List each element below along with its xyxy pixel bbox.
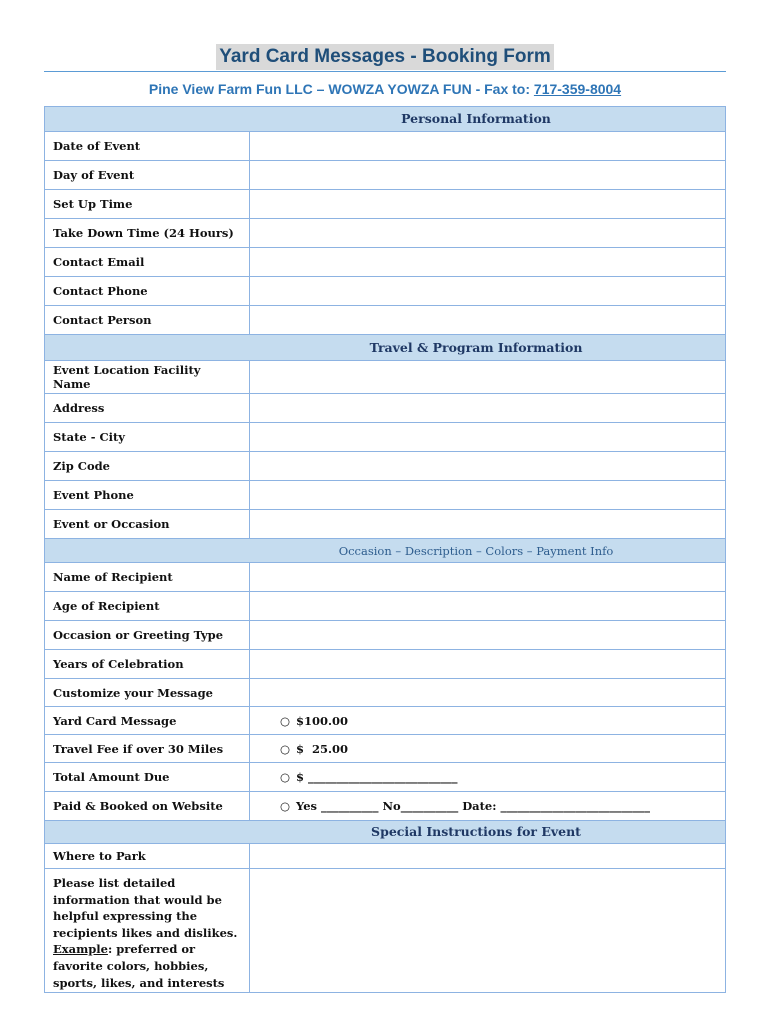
form-subtitle	[0, 80, 770, 98]
form-row	[45, 844, 726, 869]
form-row	[45, 248, 726, 277]
details-text-part2: : preferred or favorite colors, hobbies, sports, likes, and interests	[53, 942, 225, 990]
section-travel-row	[45, 335, 726, 361]
field-label-years: Years of Celebration	[45, 650, 250, 679]
form-row	[45, 763, 726, 792]
travel-fee-price: $ 25.00	[296, 741, 349, 756]
field-label-location: Event Location Facility Name	[45, 361, 250, 394]
title-rule	[44, 71, 726, 72]
form-row	[45, 592, 726, 621]
field-label-occasion: Event or Occasion	[45, 510, 250, 539]
booking-form-table	[44, 106, 726, 993]
recipient-age-input[interactable]	[250, 592, 726, 621]
field-label-total: Total Amount Due	[45, 763, 250, 792]
field-label-yard-card: Yard Card Message	[45, 707, 250, 735]
where-to-park-input[interactable]	[250, 844, 726, 869]
state-city-input[interactable]	[250, 423, 726, 452]
fax-number-link[interactable]: 717-359-8004	[533, 81, 622, 97]
field-label-person: Contact Person	[45, 306, 250, 335]
yard-card-price-cell[interactable]	[250, 707, 726, 735]
details-example: Example	[53, 942, 108, 957]
event-location-input[interactable]	[250, 361, 726, 394]
travel-fee-price-cell[interactable]	[250, 735, 726, 763]
field-label-zip: Zip Code	[45, 452, 250, 481]
event-occasion-input[interactable]	[250, 510, 726, 539]
radio-bullet-icon[interactable]: ○	[280, 741, 291, 756]
paid-booked-cell[interactable]	[250, 792, 726, 821]
form-row	[45, 306, 726, 335]
form-title: Yard Card Messages - Booking Form	[216, 44, 554, 70]
section-special-row	[45, 821, 726, 844]
form-row	[45, 452, 726, 481]
section-occasion-header: Occasion – Description – Colors – Payment Info	[45, 539, 726, 563]
radio-bullet-icon[interactable]: ○	[280, 799, 291, 813]
form-row	[45, 190, 726, 219]
field-label-event-phone: Event Phone	[45, 481, 250, 510]
contact-phone-input[interactable]	[250, 277, 726, 306]
total-amount-cell[interactable]	[250, 763, 726, 792]
field-label-takedown: Take Down Time (24 Hours)	[45, 219, 250, 248]
form-row	[45, 394, 726, 423]
field-label-setup: Set Up Time	[45, 190, 250, 219]
form-row	[45, 277, 726, 306]
set-up-time-input[interactable]	[250, 190, 726, 219]
details-text-part1: Please list detailed information that would be helpful expressing the recipients likes and dislikes.	[53, 876, 238, 940]
address-input[interactable]	[250, 394, 726, 423]
form-row	[45, 792, 726, 821]
paid-booked-line[interactable]: Yes __________ No__________ Date: __________________________	[296, 799, 650, 813]
field-label-customize: Customize your Message	[45, 679, 250, 707]
field-label-day: Day of Event	[45, 161, 250, 190]
form-row	[45, 869, 726, 993]
form-row	[45, 621, 726, 650]
greeting-type-input[interactable]	[250, 621, 726, 650]
form-row	[45, 650, 726, 679]
field-label-date: Date of Event	[45, 132, 250, 161]
title-wrap	[0, 44, 770, 70]
radio-bullet-icon[interactable]: ○	[280, 713, 291, 728]
field-label-address: Address	[45, 394, 250, 423]
field-label-email: Contact Email	[45, 248, 250, 277]
field-label-details	[45, 869, 250, 993]
contact-person-input[interactable]	[250, 306, 726, 335]
field-label-greeting: Occasion or Greeting Type	[45, 621, 250, 650]
field-label-paid: Paid & Booked on Website	[45, 792, 250, 821]
event-phone-input[interactable]	[250, 481, 726, 510]
radio-bullet-icon[interactable]: ○	[280, 770, 291, 784]
contact-email-input[interactable]	[250, 248, 726, 277]
form-row	[45, 510, 726, 539]
customize-message-input[interactable]	[250, 679, 726, 707]
form-row	[45, 219, 726, 248]
field-label-recipient: Name of Recipient	[45, 563, 250, 592]
section-personal-row	[45, 107, 726, 132]
form-row	[45, 132, 726, 161]
section-personal-header: Personal Information	[45, 107, 726, 132]
take-down-time-input[interactable]	[250, 219, 726, 248]
form-row	[45, 679, 726, 707]
form-row	[45, 481, 726, 510]
form-row	[45, 161, 726, 190]
section-occasion-row	[45, 539, 726, 563]
recipient-name-input[interactable]	[250, 563, 726, 592]
total-amount-blank[interactable]: $ __________________________	[296, 770, 458, 784]
field-label-state-city: State - City	[45, 423, 250, 452]
yard-card-price: $100.00	[296, 713, 349, 728]
zip-code-input[interactable]	[250, 452, 726, 481]
day-of-event-input[interactable]	[250, 161, 726, 190]
section-special-header: Special Instructions for Event	[45, 821, 726, 844]
years-celebration-input[interactable]	[250, 650, 726, 679]
form-row	[45, 735, 726, 763]
field-label-phone: Contact Phone	[45, 277, 250, 306]
form-row	[45, 361, 726, 394]
form-row	[45, 423, 726, 452]
form-row	[45, 563, 726, 592]
date-of-event-input[interactable]	[250, 132, 726, 161]
field-label-age: Age of Recipient	[45, 592, 250, 621]
form-row	[45, 707, 726, 735]
field-label-park: Where to Park	[45, 844, 250, 869]
section-travel-header: Travel & Program Information	[45, 335, 726, 361]
field-label-travel-fee: Travel Fee if over 30 Miles	[45, 735, 250, 763]
subtitle-company: Pine View Farm Fun LLC – WOWZA YOWZA FUN - Fax to:	[148, 81, 534, 97]
special-details-input[interactable]	[250, 869, 726, 993]
